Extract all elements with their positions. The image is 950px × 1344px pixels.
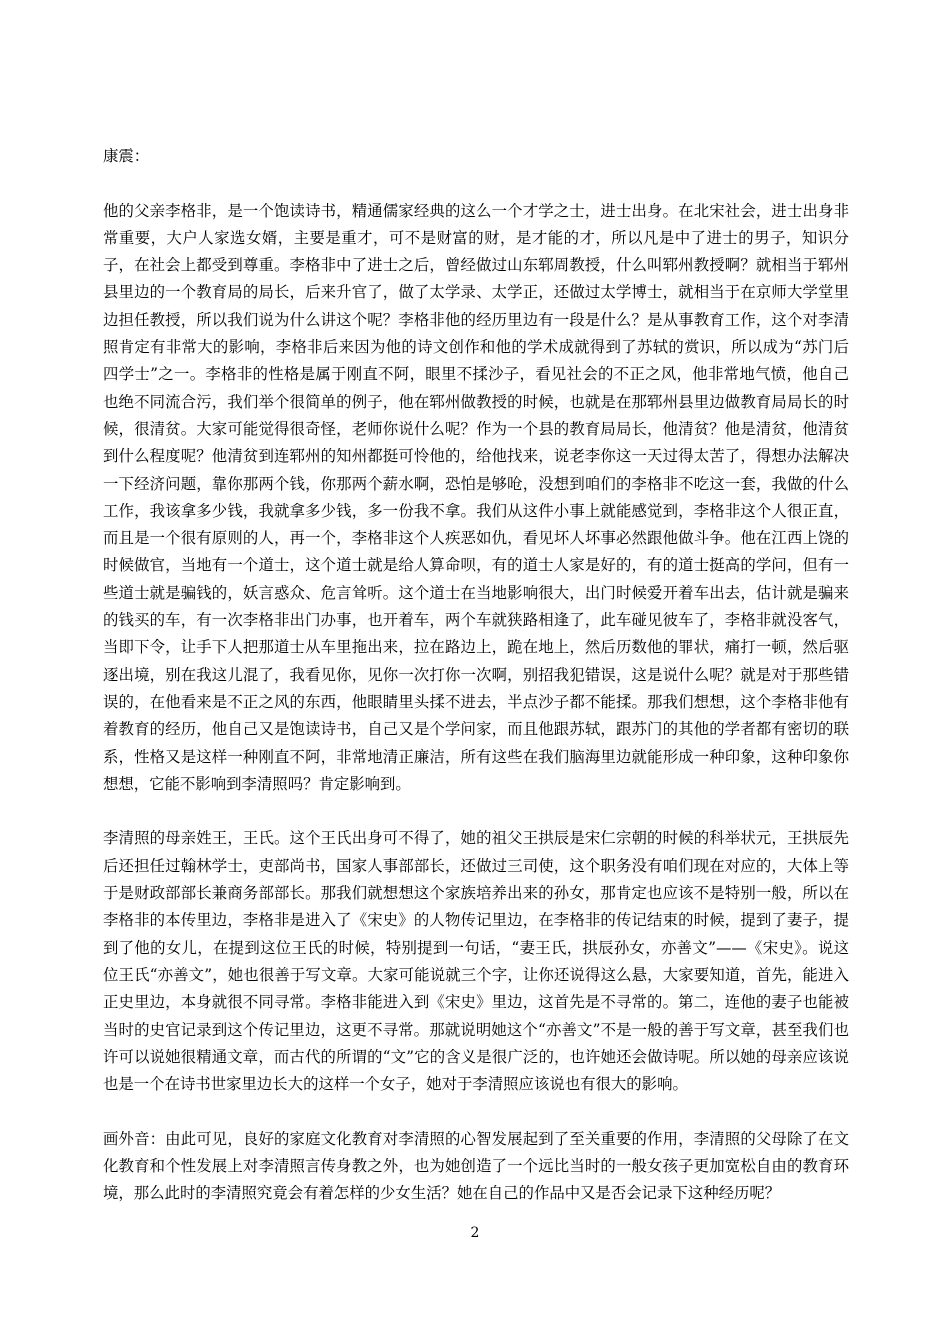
paragraph-mother: 李清照的母亲姓王，王氏。这个王氏出身可不得了，她的祖父王拱辰是宋仁宗朝的时候的科举状元，王拱辰先后还担任过翰林学士，吏部尚书，国家人事部部长，还做过三司使，这个职务没有咱们现在对应的，大体上等于是财政部部长兼商务部部长。那我们就想想这个家族培养出来的孙女，那肯定也应该不是特别一般，所以在李格非的本传里边，李格非是进入了《宋史》的人物传记里边，在李格非的传记结束的时候，提到了妻子，提到了他的女儿，在提到这位王氏的时候，特别提到一句话，“妻王氏，拱辰孙女，亦善文”——《宋史》。说这位王氏“亦善文”，她也很善于写文章。大家可能说就三个字，让你还说得这么悬，大家要知道，首先，能进入正史里边，本身就很不同寻常。李格非能进入到《宋史》里边，这首先是不寻常的。第二，连他的妻子也能被当时的史官记录到这个传记里边，这更不寻常。那就说明她这个“亦善文”不是一般的善于写文章，甚至我们也许可以说她很精通文章，而古代的所谓的“文”它的含义是很广泛的，也许她还会做诗呢。所以她的母亲应该说也是一个在诗书世家里边长大的这样一个女子，她对于李清照应该说也有很大的影响。: [103, 829, 849, 1094]
speaker-label: 康震：: [103, 147, 150, 165]
page-number: 2: [470, 1225, 480, 1241]
document-body: [103, 143, 849, 1208]
paragraph-father: 他的父亲李格非，是一个饱读诗书，精通儒家经典的这么一个才学之士，进士出身。在北宋社会，进士出身非常重要，大户人家选女婿，主要是重才，可不是财富的财，是才能的才，所以凡是中了进士的男子，知识分子，在社会上都受到尊重。李格非中了进士之后，曾经做过山东郓周教授，什么叫郓州教授啊？就相当于郓州县里边的一个教育局的局长，后来升官了，做了太学录、太学正，还做过太学博士，就相当于在京师大学堂里边担任教授，所以我们说为什么讲这个呢？李格非他的经历里边有一段是什么？是从事教育工作，这个对李清照肯定有非常大的影响，李格非后来因为他的诗文创作和他的学术成就得到了苏轼的赏识，所以成为“苏门后四学士”之一。李格非的性格是属于刚直不阿，眼里不揉沙子，看见社会的不正之风，他非常地气愤，他自己也绝不同流合污，我们举个很简单的例子，他在郓州做教授的时候，也就是在那郓州县里边做教育局局长的时候，很清贫。大家可能觉得很奇怪，老师你说什么呢？作为一个县的教育局局长，他清贫？他是清贫，他清贫到什么程度呢？他清贫到连郓州的知州都挺可怜他的，给他找来，说老李你这一天过得太苦了，得想办法解决一下经济问题，靠你那两个钱，你那两个薪水啊，恐怕是够呛，没想到咱们的李格非不吃这一套，我做的什么工作，我该拿多少钱，我就拿多少钱，多一份我不拿。我们从这件小事上就能感觉到，李格非这个人很正直，而且是一个很有原则的人，再一个，李格非这个人疾恶如仇，看见坏人坏事必然跟他做斗争。他在江西上饶的时候做官，当地有一个道士，这个道士就是给人算命呗，有的道士人家是好的，有的道士挺高的学问，但有一些道士就是骗钱的，妖言惑众、危言耸听。这个道士在当地影响很大，出门时候爱开着车出去，估计就是骗来的钱买的车，有一次李格非出门办事，也开着车，两个车就狭路相逢了，此车碰见彼车了，李格非就没客气，当即下令，让手下人把那道士从车里拖出来，拉在路边上，跪在地上，然后历数他的罪状，痛打一顿，然后驱逐出境，别在我这儿混了，我看见你，见你一次打你一次啊，别招我犯错误，这是说什么呢？就是对于那些错误的，在他看来是不正之风的东西，他眼睛里头揉不进去，半点沙子都不能揉。那我们想想，这个李格非他有着教育的经历，他自己又是饱读诗书，自己又是个学问家，而且他跟苏轼，跟苏门的其他的学者都有密切的联系，性格又是这样一种刚直不阿，非常地清正廉洁，所有这些在我们脑海里边就能形成一种印象，这种印象你想想，它能不影响到李清照吗？肯定影响到。: [103, 201, 849, 793]
paragraph-voiceover: 画外音：由此可见，良好的家庭文化教育对李清照的心智发展起到了至关重要的作用，李清照的父母除了在文化教育和个性发展上对李清照言传身教之外，也为她创造了一个远比当时的一般女孩子更加宽松自由的教育环境，那么此时的李清照究竟会有着怎样的少女生活？她在自己的作品中又是否会记录下这种经历呢？: [103, 1129, 849, 1203]
